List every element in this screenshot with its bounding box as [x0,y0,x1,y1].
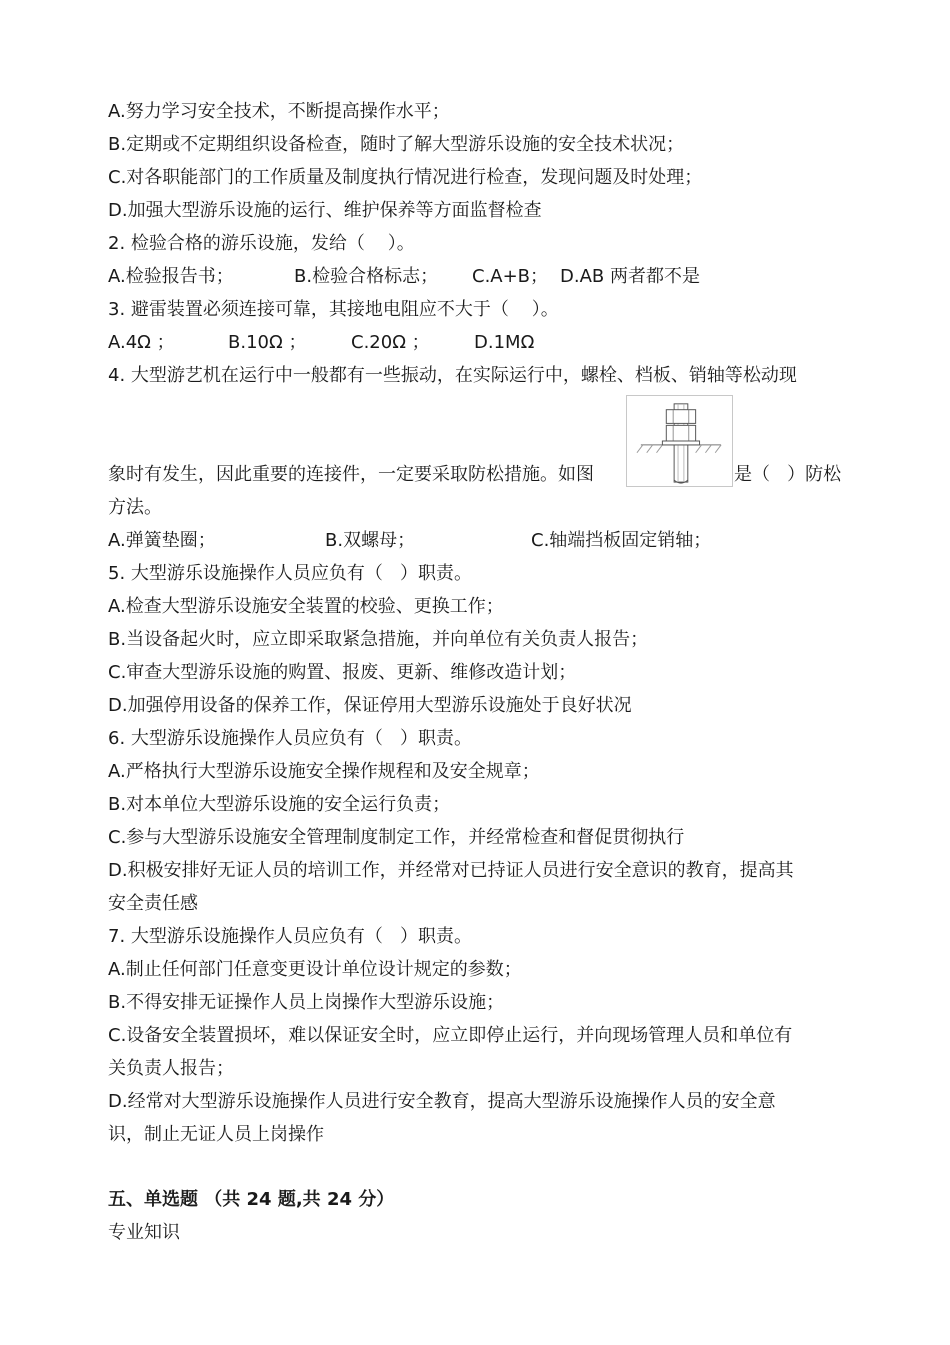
q6-option-a: A.严格执行大型游乐设施安全操作规程和及安全规章； [108,761,540,782]
section-subtitle: 专业知识 [108,1222,180,1243]
q3-option-a: A.4Ω ； [108,332,175,353]
prev-option-a: A.努力学习安全技术，不断提高操作水平； [108,101,450,122]
q3-option-c: C.20Ω ； [351,332,430,353]
q4-option-c: C.轴端挡板固定销轴； [531,530,712,551]
q5-option-c: C.审查大型游乐设施的购置、报废、更新、维修改造计划； [108,662,577,683]
section-title: 五、单选题 （共 24 题,共 24 分） [108,1189,395,1210]
q7-option-d-line1: D.经常对大型游乐设施操作人员进行安全教育，提高大型游乐设施操作人员的安全意 [108,1091,776,1112]
prev-option-c: C.对各职能部门的工作质量及制度执行情况进行检查，发现问题及时处理； [108,167,703,188]
q7-option-d-line2: 识，制止无证人员上岗操作 [108,1124,324,1145]
q2-option-b: B.检验合格标志； [294,266,439,287]
q4-stem-line2-before-figure: 象时有发生，因此重要的连接件，一定要采取防松措施。如图 [108,464,594,485]
q5-option-d: D.加强停用设备的保养工作，保证停用大型游乐设施处于良好状况 [108,695,632,716]
q5-option-a: A.检查大型游乐设施安全装置的校验、更换工作； [108,596,504,617]
q4-stem-line2 [108,461,848,489]
q4-option-a: A.弹簧垫圈； [108,530,216,551]
q4-stem-line2-after-figure: 是（ ）防松 [734,464,842,485]
prev-option-b: B.定期或不定期组织设备检查，随时了解大型游乐设施的安全技术状况； [108,134,685,155]
q2-option-c: C.A+B； [472,266,549,287]
q7-option-c-line1: C.设备安全装置损坏，难以保证安全时，应立即停止运行，并向现场管理人员和单位有 [108,1025,793,1046]
q3-option-b: B.10Ω ； [228,332,307,353]
q4-stem-line3: 方法。 [108,497,162,518]
q7-option-c-line2: 关负责人报告； [108,1058,234,1079]
q6-option-c: C.参与大型游乐设施安全管理制度制定工作，并经常检查和督促贯彻执行 [108,827,685,848]
q7-stem: 7. 大型游乐设施操作人员应负有（ ）职责。 [108,926,473,947]
q2-options [108,263,868,291]
q5-option-b: B.当设备起火时，应立即采取紧急措施，并向单位有关负责人报告； [108,629,649,650]
q4-stem-line1: 4. 大型游艺机在运行中一般都有一些振动，在实际运行中，螺栓、档板、销轴等松动现 [108,365,797,386]
prev-option-d: D.加强大型游乐设施的运行、维护保养等方面监督检查 [108,200,542,221]
q4-options [108,527,808,555]
q6-option-b: B.对本单位大型游乐设施的安全运行负责； [108,794,451,815]
q2-option-d: D.AB 两者都不是 [560,266,700,287]
q7-option-a: A.制止任何部门任意变更设计单位设计规定的参数； [108,959,522,980]
q3-options [108,329,808,357]
q2-option-a: A.检验报告书； [108,266,234,287]
q5-stem: 5. 大型游乐设施操作人员应负有（ ）职责。 [108,563,473,584]
q6-option-d-line1: D.积极安排好无证人员的培训工作，并经常对已持证人员进行安全意识的教育，提高其 [108,860,794,881]
q6-stem: 6. 大型游乐设施操作人员应负有（ ）职责。 [108,728,473,749]
q4-option-b: B.双螺母； [325,530,416,551]
q6-option-d-line2: 安全责任感 [108,893,198,914]
q2-stem: 2. 检验合格的游乐设施，发给（ ）。 [108,233,415,254]
q3-stem: 3. 避雷装置必须连接可靠，其接地电阻应不大于（ ）。 [108,299,559,320]
q3-option-d: D.1MΩ [474,332,535,353]
q7-option-b: B.不得安排无证操作人员上岗操作大型游乐设施； [108,992,505,1013]
